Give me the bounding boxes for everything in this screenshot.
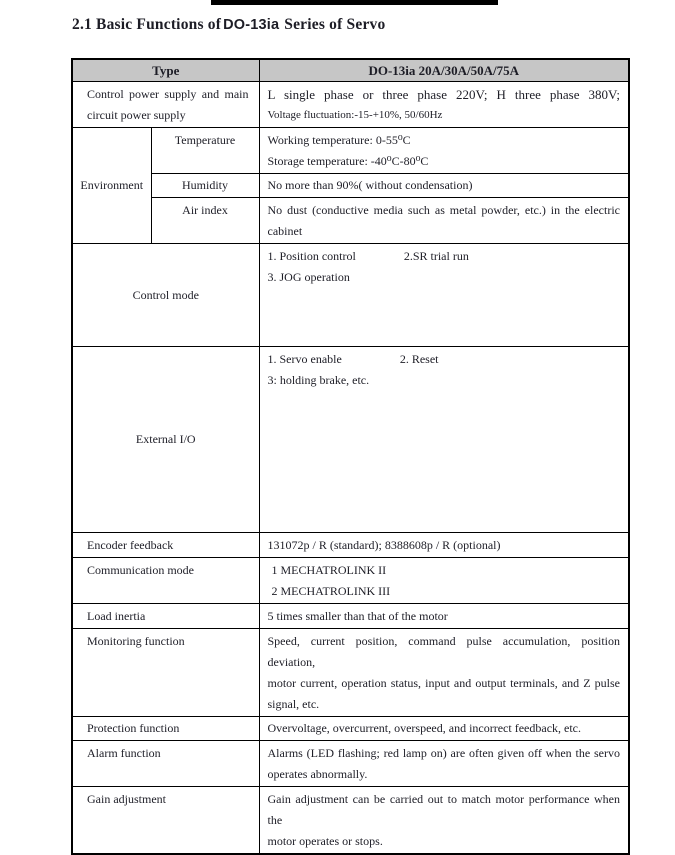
external-io-label: External I/O bbox=[72, 347, 259, 533]
air-index-label: Air index bbox=[151, 198, 259, 244]
protection-function-value: Overvoltage, overcurrent, overspeed, and incorrect feedback, etc. bbox=[259, 717, 629, 741]
page-title-prefix: 2.1 Basic Functions of bbox=[72, 16, 222, 33]
alarm-function-value-line1: Alarms (LED flashing; red lamp on) are often given off when the servo bbox=[267, 746, 620, 760]
table-row bbox=[72, 717, 629, 741]
control-mode-value-line1 bbox=[268, 246, 621, 267]
table-row bbox=[72, 558, 629, 604]
gain-adjustment-value-line2: motor operates or stops. bbox=[267, 834, 383, 848]
table-row bbox=[72, 347, 629, 533]
environment-label: Environment bbox=[72, 128, 151, 244]
temperature-value-line2: Storage temperature: -40⁰C-80⁰C bbox=[267, 154, 429, 168]
communication-mode-label: Communication mode bbox=[72, 558, 259, 604]
temperature-label: Temperature bbox=[151, 128, 259, 174]
monitoring-function-value bbox=[259, 629, 629, 717]
communication-mode-value-line1: 1 MECHATROLINK II bbox=[271, 563, 387, 577]
air-index-value bbox=[259, 198, 629, 244]
monitoring-function-value-line3: signal, etc. bbox=[267, 697, 320, 711]
external-io-item1: 1. Servo enable bbox=[267, 352, 342, 366]
power-supply-value-line1: L single phase or three phase 220V; H three phase 380V; bbox=[267, 87, 620, 102]
external-io-item2: 2. Reset bbox=[399, 352, 439, 366]
control-mode-value bbox=[259, 244, 629, 347]
table-row bbox=[72, 198, 629, 244]
table-row bbox=[72, 59, 629, 82]
alarm-function-value-line2: operates abnormally. bbox=[267, 767, 368, 781]
temperature-value-line1: Working temperature: 0-55⁰C bbox=[267, 133, 411, 147]
page-title-model: DO-13ia bbox=[223, 17, 280, 33]
power-supply-value bbox=[259, 82, 629, 128]
table-row bbox=[72, 604, 629, 629]
control-mode-item1: 1. Position control bbox=[267, 249, 356, 263]
table-row bbox=[72, 741, 629, 787]
power-supply-value-line2: Voltage fluctuation:-15-+10%, 50/60Hz bbox=[267, 109, 443, 121]
monitoring-function-label: Monitoring function bbox=[72, 629, 259, 717]
control-mode-item2: 2.SR trial run bbox=[403, 249, 469, 263]
page-title bbox=[72, 16, 385, 34]
external-io-item3: 3: holding brake, etc. bbox=[267, 373, 370, 387]
power-supply-label-line1: Control power supply and main bbox=[87, 87, 249, 101]
table-row bbox=[72, 174, 629, 198]
table-row bbox=[72, 629, 629, 717]
basic-functions-table bbox=[71, 58, 630, 855]
gain-adjustment-label: Gain adjustment bbox=[72, 787, 259, 855]
communication-mode-value-line2: 2 MECHATROLINK III bbox=[271, 584, 391, 598]
header-type-cell: Type bbox=[72, 59, 259, 82]
communication-mode-value bbox=[259, 558, 629, 604]
power-supply-label bbox=[72, 82, 259, 128]
humidity-label: Humidity bbox=[151, 174, 259, 198]
alarm-function-label: Alarm function bbox=[72, 741, 259, 787]
protection-function-label: Protection function bbox=[72, 717, 259, 741]
load-inertia-value: 5 times smaller than that of the motor bbox=[259, 604, 629, 629]
alarm-function-value bbox=[259, 741, 629, 787]
air-index-value-line1: No dust (conductive media such as metal powder, etc.) in the electric bbox=[267, 203, 620, 217]
table-row bbox=[72, 533, 629, 558]
encoder-feedback-label: Encoder feedback bbox=[72, 533, 259, 558]
external-io-value bbox=[259, 347, 629, 533]
external-io-value-line1 bbox=[268, 349, 621, 370]
temperature-value bbox=[259, 128, 629, 174]
table-row bbox=[72, 244, 629, 347]
monitoring-function-value-line2: motor current, operation status, input and output terminals, and Z pulse bbox=[267, 676, 620, 690]
gain-adjustment-value-line1: Gain adjustment can be carried out to match motor performance when the bbox=[267, 792, 620, 827]
power-supply-label-line2: circuit power supply bbox=[87, 108, 186, 122]
air-index-value-line2: cabinet bbox=[267, 224, 303, 238]
monitoring-function-value-line1: Speed, current position, command pulse accumulation, position deviation, bbox=[267, 634, 620, 669]
page-top-rule bbox=[211, 0, 498, 5]
humidity-value: No more than 90%( without condensation) bbox=[259, 174, 629, 198]
header-model-cell: DO-13ia 20A/30A/50A/75A bbox=[259, 59, 629, 82]
table-row bbox=[72, 128, 629, 174]
encoder-feedback-value: 131072p / R (standard); 8388608p / R (optional) bbox=[259, 533, 629, 558]
control-mode-item3: 3. JOG operation bbox=[267, 270, 350, 284]
page-title-suffix: Series of Servo bbox=[284, 16, 386, 33]
table-row bbox=[72, 787, 629, 855]
gain-adjustment-value bbox=[259, 787, 629, 855]
load-inertia-label: Load inertia bbox=[72, 604, 259, 629]
control-mode-label: Control mode bbox=[72, 244, 259, 347]
table-row bbox=[72, 82, 629, 128]
